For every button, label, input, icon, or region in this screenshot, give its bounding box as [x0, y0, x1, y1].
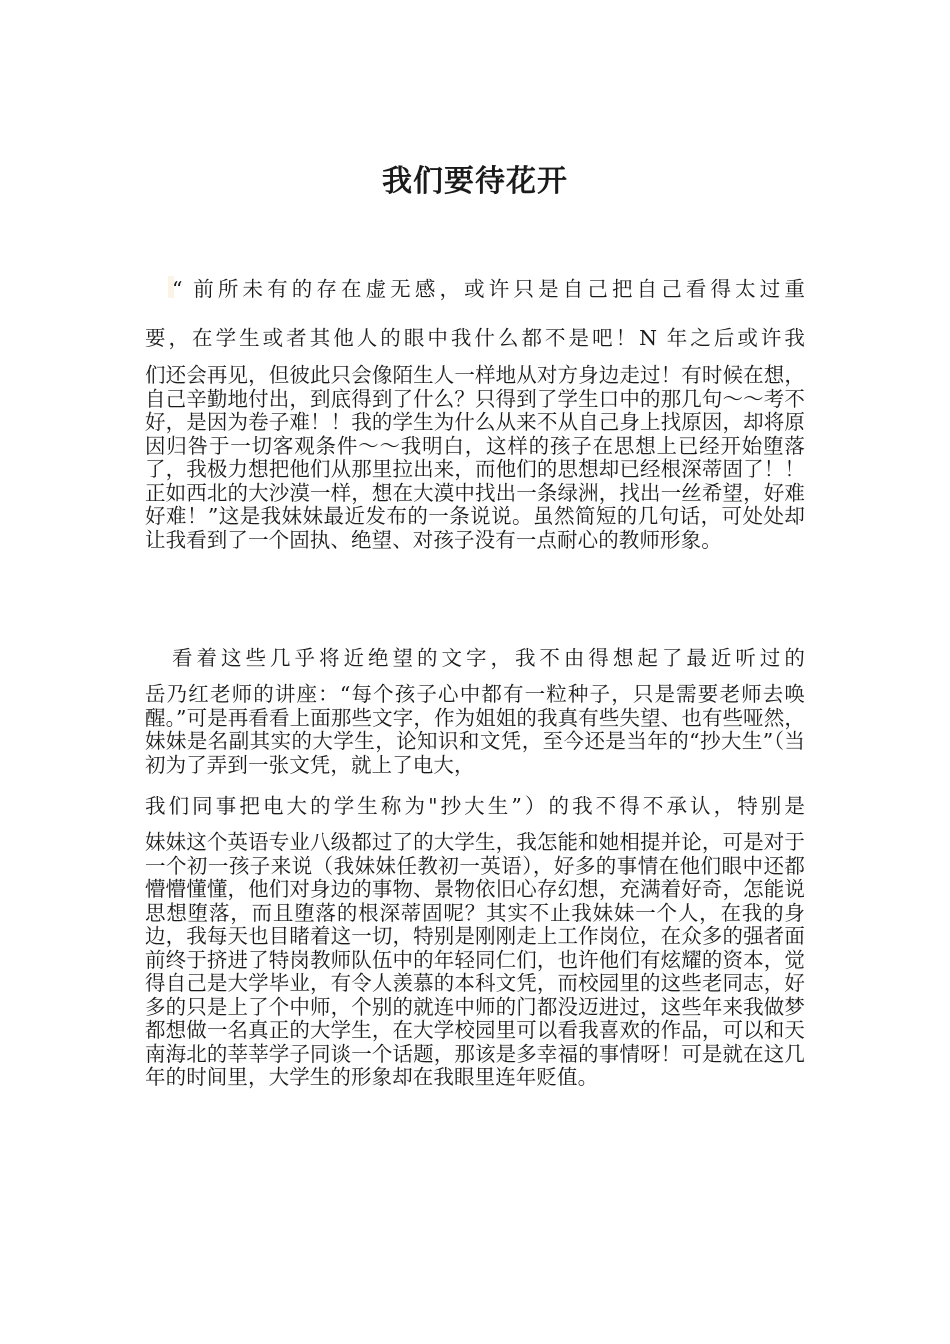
paragraph-1-line-2: 要，在学生或者其他人的眼中我什么都不是吧！N 年之后或许我: [145, 326, 805, 350]
paragraph-2-line-mid: 我们同事把电大的学生称为"抄大生”）的我不得不承认，特别是: [145, 794, 805, 818]
paragraph-1-line-1: “ 前所未有的存在虚无感，或许只是自己把自己看得太过重: [172, 277, 805, 301]
paragraph-2-body-2: 妹妹这个英语专业八级都过了的大学生，我怎能和她相提并论，可是对于一个初一孩子来说（我妹妹任教初一英语），好多的事情在他们眼中还都懵懵懂懂，他们对身边的事物、景物依旧心存幻想，充满着好奇，怎能说思想堕落，而且堕落的根深蒂固呢？其实不止我妹妹一个人，在我的身边，我每天也目睹着这一切，特别是刚刚走上工作岗位，在众多的强者面前终于挤进了特岗教师队伍中的年轻同仁们，也许他们有炫耀的资本，觉得自己是大学毕业，有令人羡慕的本科文凭，而校园里的这些老同志，好多的只是上了个中师，个别的就连中师的门都没迈进过，这些年来我做梦都想做一名真正的大学生，在大学校园里可以看我喜欢的作品，可以和天南海北的莘莘学子同谈一个话题，那该是多幸福的事情呀！可是就在这几年的时间里，大学生的形象却在我眼里连年贬值。: [145, 830, 805, 1089]
paragraph-2-body-1: 岳乃红老师的讲座：“每个孩子心中都有一粒种子，只是需要老师去唤醒。”可是再看看上面那些文字，作为姐姐的我真有些失望、也有些哑然，妹妹是名副其实的大学生，论知识和文凭，至今还是当年的“抄大生”（当初为了弄到一张文凭，就上了电大，: [145, 682, 805, 777]
paragraph-2-line-1: 看着这些几乎将近绝望的文字，我不由得想起了最近听过的: [172, 646, 805, 670]
paragraph-1-body: 们还会再见，但彼此只会像陌生人一样地从对方身边走过！有时候在想，自己辛勤地付出，到底得到了什么？只得到了学生口中的那几句～～考不好，是因为卷子难！！我的学生为什么从来不从自己身上找原因，却将原因归咎于一切客观条件～～我明白，这样的孩子在思想上已经开始堕落了，我极力想把他们从那里拉出来，而他们的思想却已经根深蒂固了！！ 正如西北的大沙漠一样，想在大漠中找出一条绿洲，找出一丝希望，好难好难！”这是我妹妹最近发布的一条说说。虽然简短的几句话，可处处却让我看到了一个固执、绝望、对孩子没有一点耐心的教师形象。: [145, 363, 805, 552]
page-title: 我们要待花开: [382, 164, 568, 199]
